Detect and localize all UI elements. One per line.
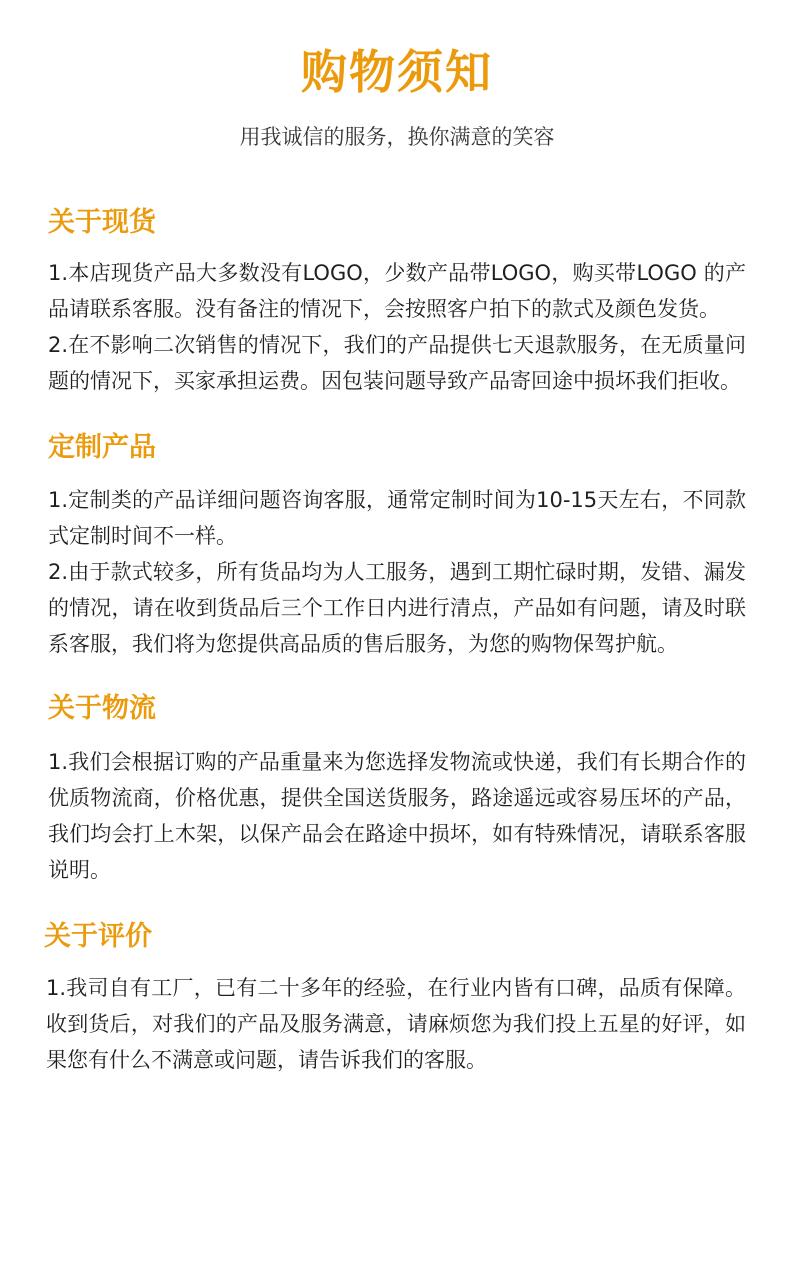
section-body [48, 255, 746, 399]
page-title: 购物须知 [301, 45, 493, 99]
section-paragraph: 2.由于款式较多，所有货品均为人工服务，遇到工期忙碌时期，发错、漏发的情况，请在收到货品后三个工作日内进行清点，产品如有问题，请及时联系客服，我们将为您提供高品质的售后服务，为您的购物保驾护航。 [48, 560, 746, 656]
section-in-stock [48, 204, 746, 399]
section-body [48, 482, 746, 662]
section-paragraph: 1.定制类的产品详细问题咨询客服，通常定制时间为10-15天左右，不同款式定制时间不一样。 [48, 488, 746, 548]
section-paragraph: 1.我们会根据订购的产品重量来为您选择发物流或快递，我们有长期合作的优质物流商，价格优惠，提供全国送货服务，路途遥远或容易压坏的产品，我们均会打上木架，以保产品会在路途中损坏，如有特殊情况，请联系客服说明。 [48, 750, 746, 882]
section-body [46, 970, 746, 1078]
section-paragraph: 1.我司自有工厂，已有二十多年的经验，在行业内皆有口碑，品质有保障。收到货后，对我们的产品及服务满意，请麻烦您为我们投上五星的好评，如果您有什么不满意或问题，请告诉我们的客服。 [46, 976, 746, 1072]
section-paragraph: 1.本店现货产品大多数没有LOGO，少数产品带LOGO，购买带LOGO 的产品请联系客服。没有备注的情况下，会按照客户拍下的款式及颜色发货。 [48, 261, 746, 321]
section-reviews [44, 918, 746, 1078]
section-body [48, 744, 746, 888]
page-subtitle: 用我诚信的服务，换你满意的笑容 [239, 125, 555, 149]
section-paragraph: 2.在不影响二次销售的情况下，我们的产品提供七天退款服务，在无质量问题的情况下，买家承担运费。因包装问题导致产品寄回途中损坏我们拒收。 [48, 333, 746, 393]
section-heading: 定制产品 [48, 432, 156, 463]
section-heading: 关于物流 [48, 693, 156, 724]
section-heading: 关于评价 [44, 921, 152, 952]
section-logistics [48, 690, 746, 888]
section-heading: 关于现货 [48, 207, 156, 238]
section-custom-products [48, 429, 746, 662]
